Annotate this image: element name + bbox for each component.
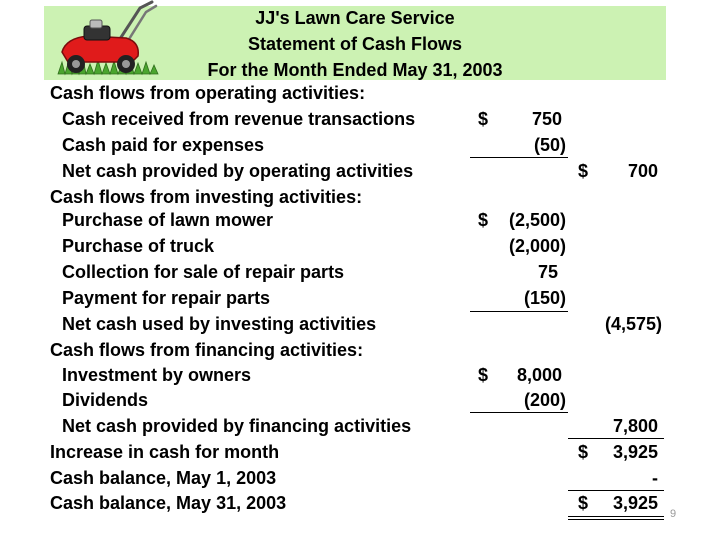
begin-balance-row	[0, 466, 720, 491]
repair-parts-label: Payment for repair parts	[62, 288, 271, 308]
underline	[470, 157, 568, 158]
dollar-sign: $	[578, 493, 589, 513]
operating-heading: Cash flows from operating activities:	[50, 83, 366, 103]
net-operating-amount: 700	[627, 161, 658, 181]
dollar-sign: $	[578, 442, 589, 462]
dollar-sign: $	[578, 161, 589, 181]
page-number: 9	[670, 508, 677, 520]
financing-heading: Cash flows from financing activities:	[50, 340, 364, 360]
dividends-label: Dividends	[62, 390, 149, 410]
increase-row	[0, 440, 720, 465]
expenses-row	[0, 133, 720, 158]
double-underline	[568, 516, 664, 517]
net-operating-row	[0, 159, 720, 184]
begin-balance-amount: -	[652, 468, 658, 488]
expenses-label: Cash paid for expenses	[62, 135, 265, 155]
revenue-label: Cash received from revenue transactions	[62, 109, 416, 129]
investing-heading-row	[0, 185, 720, 210]
net-investing-row	[0, 312, 720, 337]
end-balance-label: Cash balance, May 31, 2003	[50, 493, 287, 513]
revenue-amount: 750	[531, 109, 562, 129]
statement-period: For the Month Ended May 31, 2003	[207, 60, 503, 80]
increase-label: Increase in cash for month	[50, 442, 280, 462]
net-financing-amount: 7,800	[612, 416, 658, 436]
truck-amount: (2,000)	[508, 236, 566, 256]
investment-amount: 8,000	[516, 365, 562, 385]
collection-row	[0, 260, 720, 285]
net-investing-label: Net cash used by investing activities	[62, 314, 377, 334]
end-balance-row	[0, 491, 720, 516]
investment-label: Investment by owners	[62, 365, 252, 385]
revenue-row	[0, 107, 720, 132]
lawn-mower-row	[0, 208, 720, 233]
truck-label: Purchase of truck	[62, 236, 215, 256]
dollar-sign: $	[478, 365, 489, 385]
dividends-row	[0, 388, 720, 413]
net-investing-amount: (4,575)	[604, 314, 662, 334]
financing-heading-row	[0, 338, 720, 363]
statement-title: Statement of Cash Flows	[247, 34, 463, 54]
collection-amount: 75	[537, 262, 558, 282]
repair-parts-row	[0, 286, 720, 311]
net-financing-row	[0, 414, 720, 439]
lawn-mower-label: Purchase of lawn mower	[62, 210, 274, 230]
repair-parts-amount: (150)	[523, 288, 566, 308]
dollar-sign: $	[478, 210, 489, 230]
underline	[568, 438, 664, 439]
dividends-amount: (200)	[523, 390, 566, 410]
end-balance-amount: 3,925	[612, 493, 658, 513]
begin-balance-label: Cash balance, May 1, 2003	[50, 468, 277, 488]
expenses-amount: (50)	[533, 135, 566, 155]
double-underline	[568, 519, 664, 520]
net-operating-label: Net cash provided by operating activities	[62, 161, 414, 181]
truck-row	[0, 234, 720, 259]
company-name: JJ's Lawn Care Service	[255, 8, 455, 28]
increase-amount: 3,925	[612, 442, 658, 462]
net-financing-label: Net cash provided by financing activities	[62, 416, 412, 436]
underline	[470, 412, 568, 413]
investment-row	[0, 363, 720, 388]
collection-label: Collection for sale of repair parts	[62, 262, 345, 282]
dollar-sign: $	[478, 109, 489, 129]
operating-heading-row	[0, 81, 720, 106]
lawn-mower-icon	[48, 0, 168, 82]
investing-heading: Cash flows from investing activities:	[50, 187, 363, 207]
lawn-mower-amount: (2,500)	[508, 210, 566, 230]
